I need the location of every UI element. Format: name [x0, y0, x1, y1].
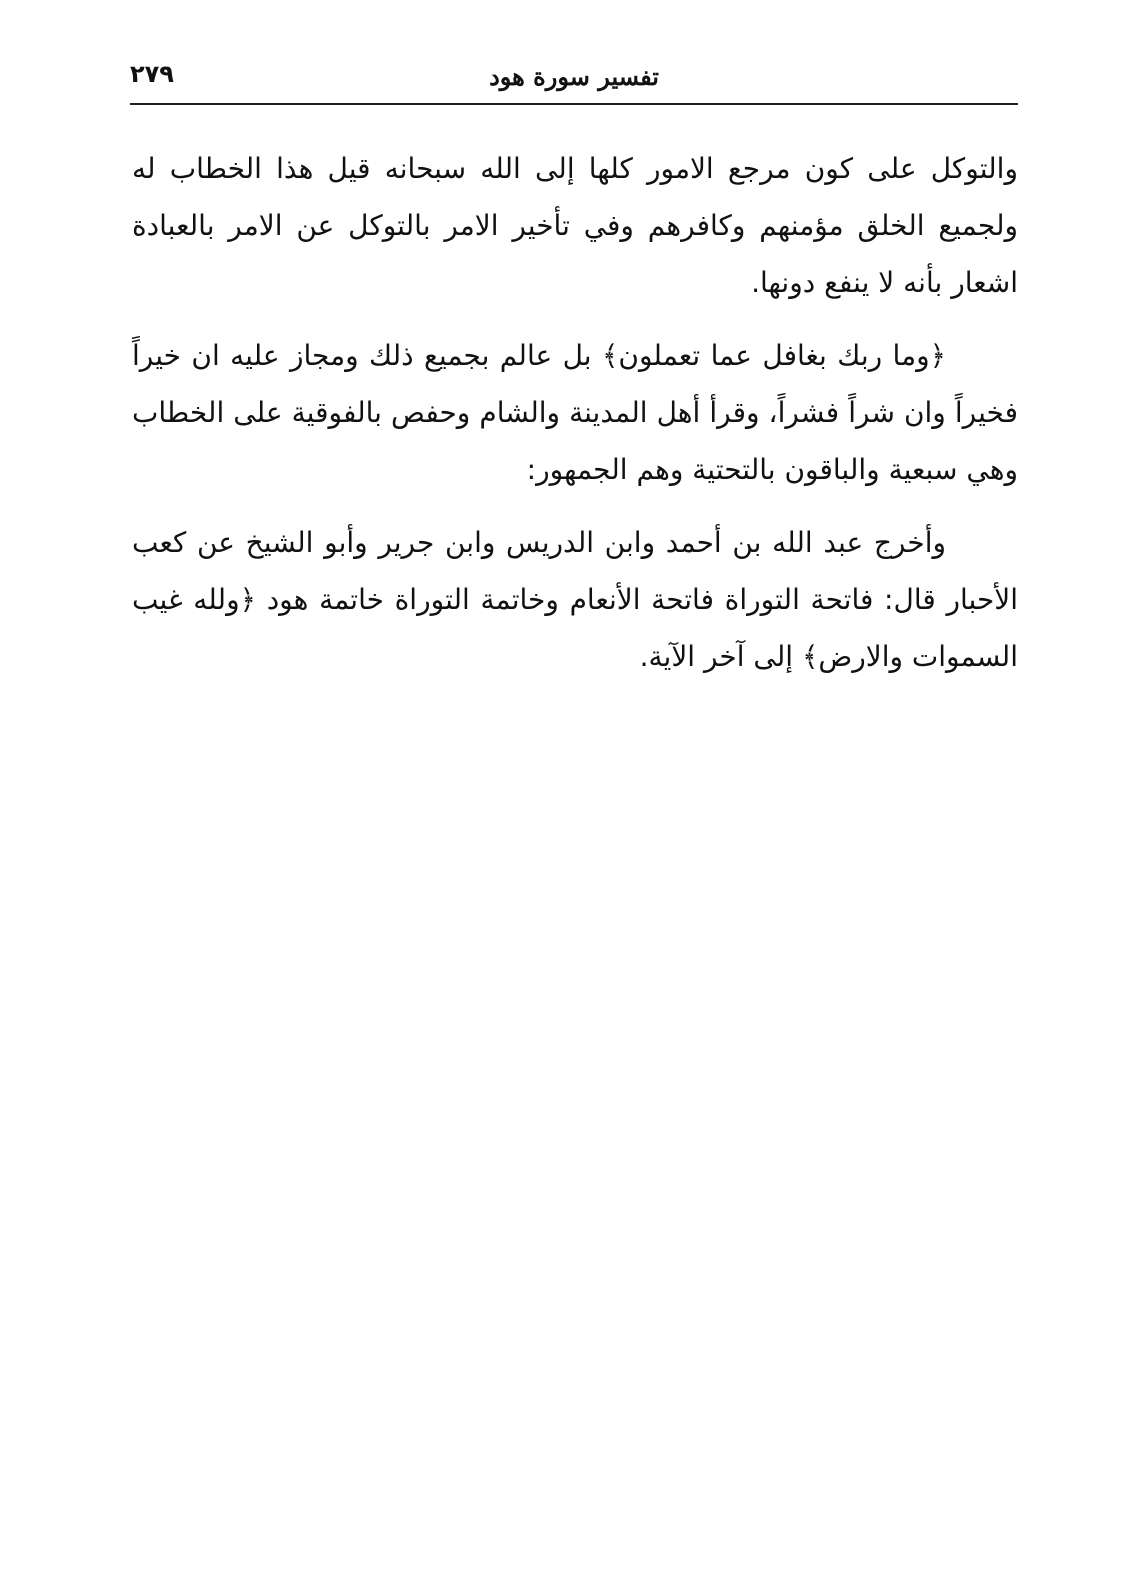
running-title: تفسير سورة هود [489, 62, 659, 91]
paragraph-3: وأخرج عبد الله بن أحمد وابن الدريس وابن جرير وأبو الشيخ عن كعب الأحبار قال: فاتحة التوراة فاتحة الأنعام وخاتمة التوراة خاتمة هود ﴿ولله غيب السموات والارض﴾ إلى آخر الآية. [132, 526, 1018, 673]
page-number: ٢٧٩ [130, 60, 174, 88]
paragraph-1: والتوكل على كون مرجع الامور كلها إلى الله سبحانه قيل هذا الخطاب له ولجميع الخلق مؤمنهم وكافرهم وفي تأخير الامر بالتوكل عن الامر بالعبادة اشعار بأنه لا ينفع دونها. [132, 152, 1018, 299]
body-text [132, 140, 1018, 701]
page-header [130, 58, 1018, 102]
paragraph-2: ﴿وما ربك بغافل عما تعملون﴾ بل عالم بجميع ذلك ومجاز عليه ان خيراً فخيراً وان شراً فشراً، وقرأ أهل المدينة والشام وحفص بالفوقية على الخطاب وهي سبعية والباقون بالتحتية وهم الجمهور: [132, 339, 1018, 486]
header-divider [130, 103, 1018, 105]
